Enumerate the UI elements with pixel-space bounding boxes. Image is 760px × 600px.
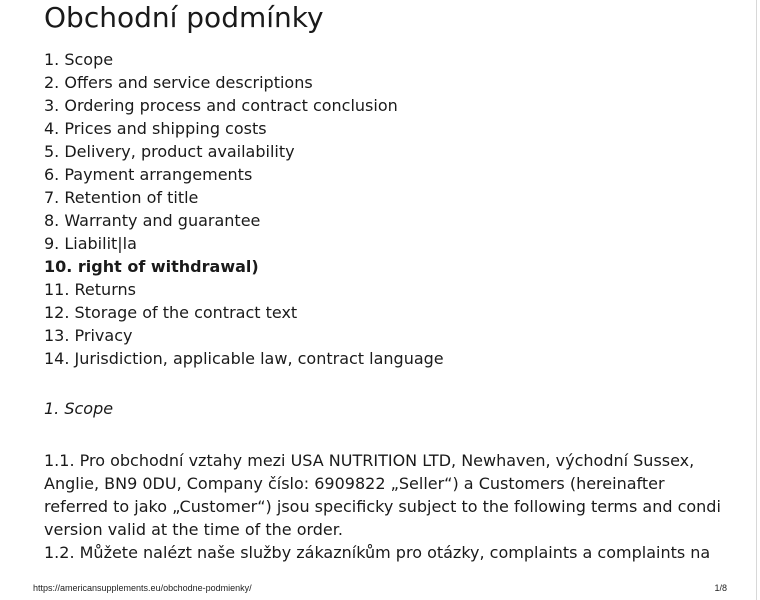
footer-url: https://americansupplements.eu/obchodne-podmienky/: [33, 583, 252, 593]
paragraph-1-1: 1.1. Pro obchodní vztahy mezi USA NUTRITION LTD, Newhaven, východní Sussex, Anglie, BN9 0DU, Company číslo: 6909822 „Seller“) a Customers (hereinafter referred to jako „Customer“) jsou specificky subject to the following terms and condi version valid at the time of the order.: [44, 451, 721, 539]
toc-item-offers[interactable]: 2. Offers and service descriptions: [44, 73, 313, 92]
toc-item-prices[interactable]: 4. Prices and shipping costs: [44, 119, 267, 138]
table-of-contents: [44, 48, 444, 370]
toc-item-withdrawal[interactable]: 10. right of withdrawal): [44, 257, 259, 276]
toc-item-ordering[interactable]: 3. Ordering process and contract conclusion: [44, 96, 398, 115]
toc-item-jurisdiction[interactable]: 14. Jurisdiction, applicable law, contract language: [44, 349, 444, 368]
paragraph-1-2: 1.2. Můžete nalézt naše služby zákazníkům pro otázky, complaints a complaints na: [44, 543, 711, 562]
toc-item-delivery[interactable]: 5. Delivery, product availability: [44, 142, 295, 161]
toc-item-liability[interactable]: 9. Liabilit|la: [44, 234, 137, 253]
page-edge: [756, 0, 757, 600]
toc-item-payment[interactable]: 6. Payment arrangements: [44, 165, 253, 184]
toc-item-warranty[interactable]: 8. Warranty and guarantee: [44, 211, 261, 230]
toc-item-returns[interactable]: 11. Returns: [44, 280, 136, 299]
toc-item-scope[interactable]: 1. Scope: [44, 50, 114, 69]
toc-item-storage[interactable]: 12. Storage of the contract text: [44, 303, 298, 322]
section-heading-scope: 1. Scope: [44, 399, 114, 418]
footer-page-number: 1/8: [714, 583, 727, 593]
toc-item-retention[interactable]: 7. Retention of title: [44, 188, 199, 207]
page-title: Obchodní podmínky: [44, 1, 324, 34]
toc-item-privacy[interactable]: 13. Privacy: [44, 326, 133, 345]
